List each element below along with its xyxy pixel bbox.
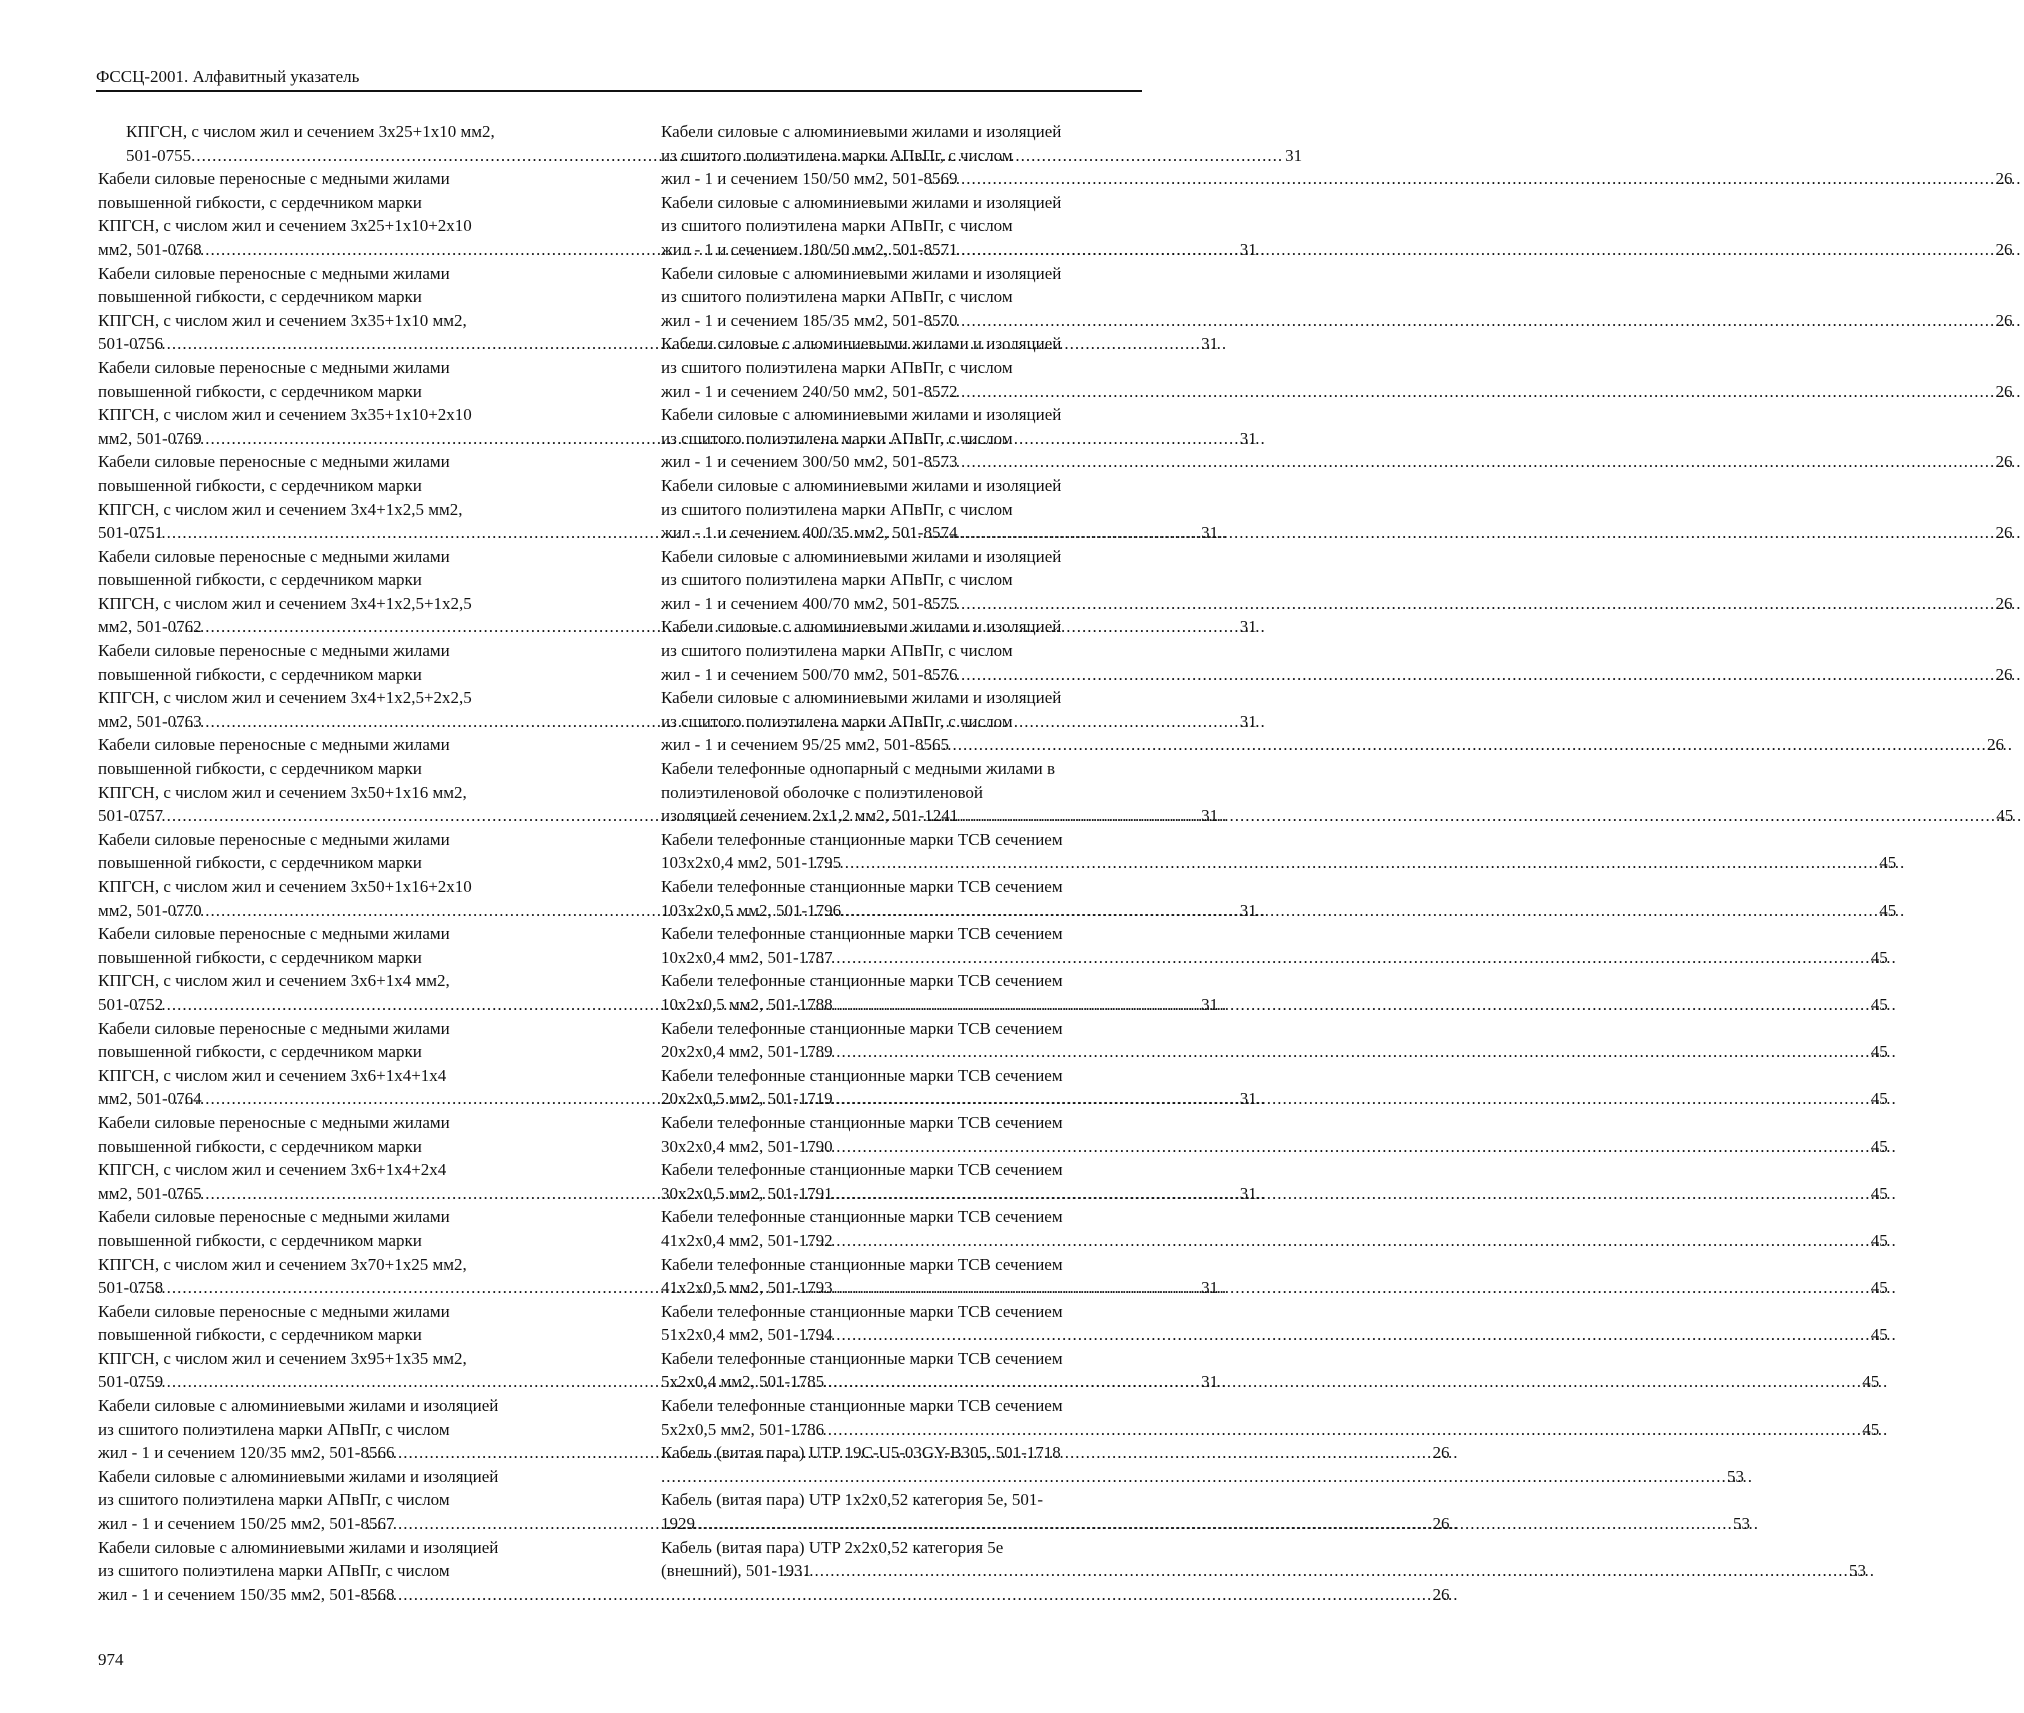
index-entry-page: 26 xyxy=(1995,452,2013,472)
index-entry-text: мм2, 501-0769 xyxy=(98,428,202,448)
index-entry-text: жил - 1 и сечением 120/35 мм2, 501-8566 xyxy=(98,1443,395,1463)
index-entry-line: Кабели телефонные однопарный с медными жилами в xyxy=(661,759,1056,779)
dot-leader xyxy=(841,851,1905,875)
index-entry-line: Кабели телефонные станционные марки ТСВ сечением xyxy=(661,1112,1063,1132)
index-entry-page: 31 xyxy=(1201,994,1219,1014)
dot-leader xyxy=(689,1465,1753,1489)
index-entry-page: 31 xyxy=(1239,1183,1257,1203)
dot-leader xyxy=(695,1512,1759,1536)
index-entry-line: из сшитого полиэтилена марки АПвПг, с числом xyxy=(661,216,1013,236)
index-entry-line: повышенной гибкости, с сердечником марки xyxy=(98,475,422,495)
index-entry-line: из сшитого полиэтилена марки АПвПг, с числом xyxy=(661,287,1013,307)
index-entry-page: 31 xyxy=(1201,806,1219,826)
index-entry-page: 31 xyxy=(1239,617,1257,637)
index-entry xyxy=(661,1017,1888,1064)
index-entry-line: Кабели силовые с алюминиевыми жилами и изоляцией xyxy=(98,1466,499,1486)
index-entry-line: Кабели силовые переносные с медными жилами xyxy=(98,641,450,661)
index-entry-line: повышенной гибкости, с сердечником марки xyxy=(98,1042,422,1062)
index-entry-text: 103х2х0,4 мм2, 501-1795 xyxy=(661,853,842,873)
dot-leader xyxy=(394,1583,1458,1607)
index-entry-page: 26 xyxy=(1995,664,2013,684)
index-entry-line: КПГСН, с числом жил и сечением 3х95+1х35 мм2, xyxy=(98,1348,467,1368)
index-entry-page: 26 xyxy=(1432,1443,1450,1463)
index-entry-line: Кабели телефонные станционные марки ТСВ сечением xyxy=(661,877,1063,896)
index-entry-line: Кабели телефонные станционные марки ТСВ сечением xyxy=(661,1018,1063,1038)
index-entry-text: 5х2х0,4 мм2, 501-1785 xyxy=(661,1372,825,1392)
index-entry-page: 31 xyxy=(1239,900,1257,920)
index-entry-line: Кабели силовые переносные с медными жилами xyxy=(98,546,450,566)
index-entry-line: из сшитого полиэтилена марки АПвПг, с числом xyxy=(661,428,1013,448)
index-entry-line: Кабели телефонные станционные марки ТСВ сечением xyxy=(661,1254,1063,1274)
index-entry-text: жил - 1 и сечением 400/70 мм2, 501-8575 xyxy=(661,593,958,613)
index-entry-line: повышенной гибкости, с сердечником марки xyxy=(98,1325,422,1345)
index-entry-line xyxy=(661,1135,1888,1159)
dot-leader xyxy=(957,663,2021,687)
dot-leader xyxy=(833,1135,1897,1159)
index-entry-line: Кабели силовые переносные с медными жилами xyxy=(98,169,450,189)
index-entry-page: 45 xyxy=(1870,994,1888,1014)
index-entry-text: жил - 1 и сечением 500/70 мм2, 501-8576 xyxy=(661,664,958,684)
dot-leader xyxy=(957,309,2021,333)
index-entry-text: 501-0756 xyxy=(98,334,164,354)
index-entry-text: мм2, 501-0765 xyxy=(98,1183,202,1203)
index-entry-page: 45 xyxy=(1996,806,2014,826)
dot-leader xyxy=(841,899,1905,923)
index-entry-page: 31 xyxy=(1201,334,1219,354)
index-entry-line: КПГСН, с числом жил и сечением 3х35+1х10+2х10 xyxy=(98,405,472,425)
index-entry-page: 31 xyxy=(1239,711,1257,731)
dot-leader xyxy=(949,733,2013,757)
index-entry-line: из сшитого полиэтилена марки АПвПг, с числом xyxy=(661,145,1013,165)
index-entry-line: Кабели телефонные станционные марки ТСВ сечением xyxy=(661,924,1063,944)
index-entry-line: Кабель (витая пара) UTP 2х2х0,52 категория 5е xyxy=(661,1537,1004,1557)
dot-leader xyxy=(824,1370,1888,1394)
index-entry-page: 31 xyxy=(1239,239,1257,259)
dot-leader xyxy=(833,946,1897,970)
index-entry-line xyxy=(661,1323,1888,1347)
index-entry-page: 45 xyxy=(1879,900,1897,920)
index-entry-text: жил - 1 и сечением 185/35 мм2, 501-8570 xyxy=(661,310,958,330)
index-entry-line xyxy=(661,733,2004,757)
index-entry-line: полиэтиленовой оболочке с полиэтиленовой xyxy=(661,782,984,802)
index-entry-line: КПГСН, с числом жил и сечением 3х6+1х4 мм2, xyxy=(98,971,450,991)
index-entry-text: 103х2х0,5 мм2, 501-1796 xyxy=(661,900,842,920)
index-entry-page: 45 xyxy=(1870,1042,1888,1062)
index-entry-text: жил - 1 и сечением 150/25 мм2, 501-8567 xyxy=(98,1514,395,1534)
index-entry-line: из сшитого полиэтилена марки АПвПг, с числом xyxy=(661,499,1013,519)
index-entry-line: из сшитого полиэтилена марки АПвПг, с числом xyxy=(98,1419,450,1439)
index-entry-line: КПГСН, с числом жил и сечением 3х50+1х16 мм2, xyxy=(98,782,467,802)
index-entry-line: КПГСН, с числом жил и сечением 3х35+1х10 мм2, xyxy=(98,310,467,330)
index-entry-page: 45 xyxy=(1870,1089,1888,1109)
index-entry-page: 31 xyxy=(1239,1089,1257,1109)
index-entry-line: КПГСН, с числом жил и сечением 3х50+1х16+2х10 xyxy=(98,877,472,896)
index-entry-text: 30х2х0,5 мм2, 501-1791 xyxy=(661,1183,833,1203)
index-entry-page: 31 xyxy=(1201,523,1219,543)
index-entry-line: из сшитого полиэтилена марки АПвПг, с числом xyxy=(661,570,1013,590)
index-entry-text: 5х2х0,5 мм2, 501-1786 xyxy=(661,1419,825,1439)
dot-leader xyxy=(958,804,2022,828)
index-entry-line: Кабели силовые с алюминиевыми жилами и изоляцией xyxy=(98,1396,499,1416)
index-entry-line: КПГСН, с числом жил и сечением 3х4+1х2,5+1х2,5 xyxy=(98,593,472,613)
index-entry-page: 26 xyxy=(1432,1584,1450,1604)
index-entry-page: 31 xyxy=(1201,1278,1219,1298)
index-entry-page: 53 xyxy=(1849,1561,1867,1581)
index-entry-line: КПГСН, с числом жил и сечением 3х4+1х2,5+2х2,5 xyxy=(98,688,472,708)
index-entry xyxy=(661,1536,1867,1583)
index-entry-text: изоляцией сечением 2х1,2 мм2, 501-1241 xyxy=(661,806,959,826)
index-entry xyxy=(661,828,1897,875)
index-entry-line: Кабели силовые с алюминиевыми жилами и изоляцией xyxy=(661,475,1062,495)
index-entry-text: мм2, 501-0764 xyxy=(98,1089,202,1109)
index-entry-text: 10х2х0,4 мм2, 501-1787 xyxy=(661,947,833,967)
index-entry-page: 26 xyxy=(1995,381,2013,401)
index-entry-page: 45 xyxy=(1870,1278,1888,1298)
index-entry-line: повышенной гибкости, с сердечником марки xyxy=(98,1230,422,1250)
index-entry-page: 45 xyxy=(1862,1372,1880,1392)
index-entry-line xyxy=(661,1559,1867,1583)
index-entry-line: Кабели телефонные станционные марки ТСВ сечением xyxy=(661,971,1063,991)
index-entry-line: КПГСН, с числом жил и сечением 3х4+1х2,5 мм2, xyxy=(98,499,463,519)
index-entry-line: Кабели силовые переносные с медными жилами xyxy=(98,924,450,944)
index-entry-line: КПГСН, с числом жил и сечением 3х25+1х10+2х10 xyxy=(98,216,472,236)
index-entry-page: 31 xyxy=(1201,1372,1219,1392)
index-entry-page: 31 xyxy=(1285,145,1303,165)
index-entry xyxy=(661,1111,1888,1158)
index-entry-text: жил - 1 и сечением 150/35 мм2, 501-8568 xyxy=(98,1584,395,1604)
running-header-title: ФССЦ-2001. Алфавитный указатель xyxy=(96,67,360,86)
index-entry-line: из сшитого полиэтилена марки АПвПг, с числом xyxy=(98,1561,450,1581)
index-entry-text: жил - 1 и сечением 180/50 мм2, 501-8571 xyxy=(661,239,958,259)
index-entry xyxy=(661,922,1888,969)
index-entry-text: 30х2х0,4 мм2, 501-1790 xyxy=(661,1136,833,1156)
index-entry-line xyxy=(661,309,2013,333)
index-entry-line: Кабели силовые с алюминиевыми жилами и изоляцией xyxy=(661,334,1062,354)
index-entry-page: 45 xyxy=(1879,853,1897,873)
index-entry-text: мм2, 501-0763 xyxy=(98,711,202,731)
index-entry-line: повышенной гибкости, с сердечником марки xyxy=(98,1136,422,1156)
index-entry-line: повышенной гибкости, с сердечником марки xyxy=(98,759,422,779)
index-entry-line: Кабели телефонные станционные марки ТСВ сечением xyxy=(661,1301,1063,1321)
index-entry-line: Кабель (витая пара) UTP 19C-U5-03GY-B305, 501-1718 xyxy=(661,1443,1061,1463)
index-entry-text: жил - 1 и сечением 150/50 мм2, 501-8569 xyxy=(661,169,958,189)
index-entry-line: КПГСН, с числом жил и сечением 3х6+1х4+1х4 xyxy=(98,1065,447,1085)
index-entry-page: 26 xyxy=(1995,593,2013,613)
index-entry-line: Кабели телефонные станционные марки ТСВ сечением xyxy=(661,1160,1063,1180)
index-entry-text: 501-0757 xyxy=(98,806,164,826)
index-entry-line: Кабели силовые с алюминиевыми жилами и изоляцией xyxy=(661,122,1062,141)
index-entry-line: Кабели силовые с алюминиевыми жилами и изоляцией xyxy=(661,192,1062,212)
index-entry-text: 501-0751 xyxy=(98,523,164,543)
index-entry-page: 26 xyxy=(1995,169,2013,189)
index-entry-line xyxy=(661,946,1888,970)
index-entry-line: Кабели силовые с алюминиевыми жилами и изоляцией xyxy=(661,263,1062,283)
index-entry-text: жил - 1 и сечением 240/50 мм2, 501-8572 xyxy=(661,381,958,401)
index-entry xyxy=(661,545,2013,616)
index-entry-line: Кабели телефонные станционные марки ТСВ сечением xyxy=(661,829,1063,849)
index-entry-line xyxy=(661,1418,1880,1442)
index-entry-line xyxy=(661,663,2013,687)
index-entry-line: КПГСН, с числом жил и сечением 3х25+1х10 мм2, xyxy=(126,122,495,141)
index-entry-line: повышенной гибкости, с сердечником марки xyxy=(98,664,422,684)
index-entry-line xyxy=(689,1465,1744,1489)
index-entry-line: повышенной гибкости, с сердечником марки xyxy=(98,287,422,307)
index-entry-line: Кабели силовые переносные с медными жилами xyxy=(98,1112,450,1132)
index-entry xyxy=(661,262,2013,333)
index-entry-line: Кабели телефонные станционные марки ТСВ сечением xyxy=(661,1065,1063,1085)
index-entry-line: Кабели силовые с алюминиевыми жилами и изоляцией xyxy=(661,405,1062,425)
dot-leader xyxy=(957,521,2021,545)
index-entry-text: (внешний), 501-1931 xyxy=(661,1561,812,1581)
index-entry-line: Кабели телефонные станционные марки ТСВ сечением xyxy=(661,1207,1063,1227)
index-entry-text: 20х2х0,4 мм2, 501-1789 xyxy=(661,1042,833,1062)
index-entry-text: жил - 1 и сечением 95/25 мм2, 501-8565 xyxy=(661,735,949,755)
dot-leader xyxy=(833,1229,1897,1253)
index-entry-page: 45 xyxy=(1870,1230,1888,1250)
index-entry-text: мм2, 501-0768 xyxy=(98,239,202,259)
index-entry xyxy=(661,1300,1888,1347)
index-entry-page: 26 xyxy=(1995,523,2013,543)
index-entry-line: КПГСН, с числом жил и сечением 3х6+1х4+2х4 xyxy=(98,1160,447,1180)
dot-leader xyxy=(833,993,1897,1017)
dot-leader xyxy=(811,1559,1875,1583)
index-entry-line: повышенной гибкости, с сердечником марки xyxy=(98,853,422,873)
index-entry-line: повышенной гибкости, с сердечником марки xyxy=(98,192,422,212)
index-entry-line: Кабель (витая пара) UTP 1х2х0,52 категория 5е, 501- xyxy=(661,1490,1043,1510)
page-number: 974 xyxy=(98,1650,124,1669)
index-entry xyxy=(661,1394,1880,1441)
index-entry-line: Кабели силовые переносные с медными жилами xyxy=(98,452,450,472)
index-entry-line: Кабели силовые переносные с медными жилами xyxy=(98,357,450,377)
index-entry-line: из сшитого полиэтилена марки АПвПг, с числом xyxy=(661,641,1013,661)
index-entry-page: 45 xyxy=(1870,1183,1888,1203)
index-entry-line: Кабели силовые переносные с медными жилами xyxy=(98,1301,450,1321)
dot-leader xyxy=(957,450,2021,474)
index-entry-text: мм2, 501-0770 xyxy=(98,900,202,920)
index-entry-line: Кабели силовые переносные с медными жилами xyxy=(98,263,450,283)
index-entry-line: КПГСН, с числом жил и сечением 3х70+1х25 мм2, xyxy=(98,1254,467,1274)
index-entry-line: из сшитого полиэтилена марки АПвПг, с числом xyxy=(661,711,1013,731)
index-entry-text: 10х2х0,5 мм2, 501-1788 xyxy=(661,994,833,1014)
dot-leader xyxy=(833,1087,1897,1111)
index-entry-text: мм2, 501-0762 xyxy=(98,617,202,637)
index-entry-text: 51х2х0,4 мм2, 501-1794 xyxy=(661,1325,833,1345)
index-entry-page: 26 xyxy=(1986,735,2004,755)
dot-leader xyxy=(957,380,2021,404)
index-entry-text: 1929 xyxy=(661,1514,695,1534)
index-entry-page: 45 xyxy=(1870,947,1888,967)
index-entry-line xyxy=(661,851,1897,875)
index-entry-page: 45 xyxy=(1870,1325,1888,1345)
index-entry-line: Кабели силовые с алюминиевыми жилами и изоляцией xyxy=(661,688,1062,708)
index-entry-line: Кабели силовые переносные с медными жилами xyxy=(98,735,450,755)
index-entry-text: 501-0758 xyxy=(98,1278,164,1298)
index-entry-line xyxy=(661,380,2013,404)
index-entry-line: повышенной гибкости, с сердечником марки xyxy=(98,947,422,967)
index-entry-text: жил - 1 и сечением 400/35 мм2, 501-8574 xyxy=(661,523,958,543)
index-entry-line: Кабели силовые переносные с медными жилами xyxy=(98,1207,450,1227)
dot-leader xyxy=(833,1182,1897,1206)
index-entry-page: 26 xyxy=(1432,1514,1450,1534)
dot-leader xyxy=(957,592,2021,616)
dot-leader xyxy=(957,167,2021,191)
index-entry-line: Кабели силовые переносные с медными жилами xyxy=(98,829,450,849)
index-entry-line: из сшитого полиэтилена марки АПвПг, с числом xyxy=(661,357,1013,377)
index-entry-line: Кабели телефонные станционные марки ТСВ сечением xyxy=(661,1348,1063,1368)
index-column-right xyxy=(661,120,2014,1583)
index-entry-line xyxy=(661,1229,1888,1253)
dot-leader xyxy=(833,1323,1897,1347)
index-entry-text: 41х2х0,5 мм2, 501-1793 xyxy=(661,1278,833,1298)
index-entry-page: 26 xyxy=(1995,310,2013,330)
index-entry-line xyxy=(661,1040,1888,1064)
dot-leader xyxy=(957,238,2021,262)
index-entry-page: 45 xyxy=(1862,1419,1880,1439)
index-entry-page: 45 xyxy=(1870,1136,1888,1156)
running-header xyxy=(96,66,1142,92)
index-entry-page: 53 xyxy=(1733,1514,1750,1534)
index-entry-page: 26 xyxy=(1995,239,2013,259)
index-entry-line: Кабели телефонные станционные марки ТСВ сечением xyxy=(661,1396,1063,1416)
index-entry-line: повышенной гибкости, с сердечником марки xyxy=(98,381,422,401)
index-entry-text: 501-0755 xyxy=(126,145,192,165)
index-entry-line: Кабели силовые переносные с медными жилами xyxy=(98,1018,450,1038)
index-entry-line xyxy=(98,1583,1450,1607)
index-entry-text: 20х2х0,5 мм2, 501-1719 xyxy=(661,1089,833,1109)
index-entry-line: повышенной гибкости, с сердечником марки xyxy=(98,570,422,590)
dot-leader xyxy=(833,1040,1897,1064)
index-entry-page: 31 xyxy=(1239,428,1257,448)
index-entry-line: Кабели силовые с алюминиевыми жилами и изоляцией xyxy=(661,546,1062,566)
index-entry-line xyxy=(661,592,2013,616)
index-entry-text: 41х2х0,4 мм2, 501-1792 xyxy=(661,1230,833,1250)
index-entry-text: 501-0759 xyxy=(98,1372,164,1392)
index-entry-line: из сшитого полиэтилена марки АПвПг, с числом xyxy=(98,1490,450,1510)
index-entry-page: 53 xyxy=(1727,1466,1744,1486)
index-entry-line: Кабели силовые с алюминиевыми жилами и изоляцией xyxy=(98,1537,499,1557)
index-entry-line xyxy=(661,450,2013,474)
index-entry-text: 501-0752 xyxy=(98,994,164,1014)
index-entry-line: Кабели силовые с алюминиевыми жилами и изоляцией xyxy=(661,617,1062,637)
index-entry xyxy=(661,1205,1888,1252)
dot-leader xyxy=(833,1276,1897,1300)
index-entry-text: жил - 1 и сечением 300/50 мм2, 501-8573 xyxy=(661,452,958,472)
dot-leader xyxy=(824,1418,1888,1442)
index-entry-line xyxy=(661,167,2013,191)
